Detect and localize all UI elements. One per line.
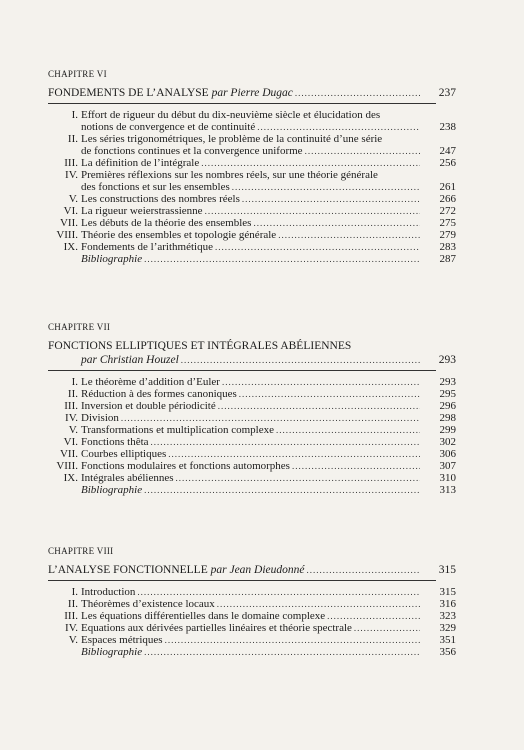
entry-title: Transformations et multiplication complexe (81, 424, 274, 436)
entry-title: Courbes elliptiques (81, 448, 167, 460)
entry-title: Fondements de l’arithmétique (81, 241, 213, 253)
chapter-8 (48, 546, 456, 658)
page-number: 313 (439, 484, 456, 496)
title-rule (48, 370, 436, 371)
dot-leader (151, 436, 420, 448)
dot-leader (137, 586, 420, 598)
dot-leader (205, 205, 420, 217)
dot-leader (232, 181, 420, 193)
entry-title: Le théorème d’addition d’Euler (81, 376, 220, 388)
toc-entry (48, 229, 456, 241)
chapter-label: CHAPITRE VII (48, 322, 111, 332)
page-number: 295 (439, 388, 456, 400)
chapter-author: par Jean Dieudonné (210, 564, 305, 576)
toc-entry (48, 610, 456, 622)
page-number: 296 (439, 400, 456, 412)
toc-entry (48, 412, 456, 424)
toc-entry (48, 622, 456, 634)
toc-entry (48, 109, 422, 121)
section-number: II. (67, 598, 78, 610)
toc-entry (48, 157, 456, 169)
toc-entry (48, 169, 422, 181)
section-number: I. (71, 376, 78, 388)
dot-leader (253, 217, 420, 229)
toc-entry (48, 388, 456, 400)
toc-entry (48, 586, 456, 598)
page-number: 351 (439, 634, 456, 646)
dot-leader (327, 610, 420, 622)
page-number: 272 (439, 205, 456, 217)
section-number: VI. (63, 436, 78, 448)
toc-entry (48, 181, 456, 193)
section-number: III. (64, 400, 78, 412)
dot-leader (295, 86, 420, 100)
chapter-label: CHAPITRE VI (48, 69, 107, 79)
page-number: 256 (439, 157, 456, 169)
entry-title: Les séries trigonométriques, le problème de la continuité d’une série (81, 133, 383, 145)
chapter-title: L’ANALYSE FONCTIONNELLE (48, 564, 208, 576)
entry-title: Réduction à des formes canoniques (81, 388, 237, 400)
page-number: 293 (439, 376, 456, 388)
entry-title: Les constructions des nombres réels (81, 193, 240, 205)
entry-title: Inversion et double périodicité (81, 400, 216, 412)
chapter-title: FONCTIONS ELLIPTIQUES ET INTÉGRALES ABÉLIENNES (48, 340, 352, 352)
section-number: IX. (63, 241, 78, 253)
page-number: 279 (439, 229, 456, 241)
entry-title: Théorèmes d’existence locaux (81, 598, 215, 610)
entry-list (48, 376, 456, 496)
dot-leader (292, 460, 420, 472)
section-number: IV. (65, 169, 78, 181)
entry-title: de fonctions continues et la convergence uniforme (81, 145, 303, 157)
chapter-7 (48, 322, 456, 496)
section-number: III. (64, 610, 78, 622)
bibliography-row (48, 253, 456, 265)
toc-entry (48, 217, 456, 229)
section-number: II. (67, 133, 78, 145)
page-number: 247 (439, 145, 456, 157)
dot-leader (222, 376, 420, 388)
toc-entry (48, 460, 456, 472)
toc-entry (48, 400, 456, 412)
toc-entry (48, 121, 456, 133)
page-number: 329 (439, 622, 456, 634)
dot-leader (144, 646, 420, 658)
page-number: 323 (439, 610, 456, 622)
entry-title: des fonctions et sur les ensembles (81, 181, 230, 193)
section-number: IV. (65, 622, 78, 634)
bibliography-row (48, 484, 456, 496)
entry-title: Division (81, 412, 119, 424)
dot-leader (176, 472, 420, 484)
toc-entry (48, 598, 456, 610)
entry-title: Equations aux dérivées partielles linéaires et théorie spectrale (81, 622, 352, 634)
chapter-title-text (48, 563, 305, 577)
page-number: 307 (439, 460, 456, 472)
section-number: I. (71, 586, 78, 598)
section-number: IX. (63, 472, 78, 484)
entry-title: Intégrales abéliennes (81, 472, 174, 484)
bibliography-row (48, 646, 456, 658)
dot-leader (305, 145, 420, 157)
entry-title: Les débuts de la théorie des ensembles (81, 217, 252, 229)
toc-entry (48, 376, 456, 388)
bibliography-label: Bibliographie (81, 253, 143, 265)
page-number: 356 (439, 646, 456, 658)
title-rule (48, 580, 436, 581)
entry-title: Premières réflexions sur les nombres réels, sur une théorie générale (81, 169, 378, 181)
chapter-title-row (48, 86, 456, 100)
dot-leader (354, 622, 420, 634)
section-number: VI. (63, 205, 78, 217)
page-number: 275 (439, 217, 456, 229)
dot-leader (218, 400, 420, 412)
section-number: VIII. (56, 229, 78, 241)
page-number: 287 (439, 253, 456, 265)
title-rule (48, 103, 436, 104)
entry-title: La rigueur weierstrassienne (81, 205, 203, 217)
page-number: 302 (439, 436, 456, 448)
chapter-label: CHAPITRE VIII (48, 546, 114, 556)
chapter-title-row (48, 563, 456, 577)
page-number: 266 (439, 193, 456, 205)
page-number: 293 (438, 354, 456, 366)
dot-leader (121, 412, 420, 424)
dot-leader (144, 253, 420, 265)
entry-title: Fonctions thêta (81, 436, 149, 448)
toc-entry (48, 634, 456, 646)
chapter-author: par Pierre Dugac (211, 87, 293, 99)
dot-leader (276, 424, 420, 436)
entry-title: notions de convergence et de continuité (81, 121, 256, 133)
page-number: 261 (439, 181, 456, 193)
section-number: V. (68, 634, 78, 646)
toc-entry (48, 448, 456, 460)
section-number: IV. (65, 412, 78, 424)
entry-list (48, 109, 456, 265)
toc-entry (48, 241, 456, 253)
chapter-author: par Christian Houzel (81, 354, 179, 366)
toc-entry (48, 472, 456, 484)
section-number: V. (68, 424, 78, 436)
section-number: I. (71, 109, 78, 121)
dot-leader (242, 193, 420, 205)
dot-leader (181, 353, 420, 367)
bibliography-label: Bibliographie (81, 646, 143, 658)
entry-title: Introduction (81, 586, 136, 598)
page-number: 238 (439, 121, 456, 133)
dot-leader (217, 598, 420, 610)
section-number: VIII. (56, 460, 78, 472)
chapter-author-row (48, 353, 456, 367)
toc-entry (48, 133, 422, 145)
dot-leader (307, 563, 420, 577)
entry-title: La définition de l’intégrale (81, 157, 200, 169)
page-number: 299 (439, 424, 456, 436)
toc-entry (48, 436, 456, 448)
section-number: VII. (59, 217, 78, 229)
dot-leader (168, 448, 420, 460)
page-number: 306 (439, 448, 456, 460)
page-number: 315 (438, 564, 456, 576)
chapter-title-text (48, 86, 293, 100)
page-number: 283 (439, 241, 456, 253)
page-number: 237 (438, 87, 456, 99)
dot-leader (239, 388, 420, 400)
toc-entry (48, 424, 456, 436)
section-number: V. (68, 193, 78, 205)
dot-leader (278, 229, 420, 241)
section-number: II. (67, 388, 78, 400)
chapter-title: FONDEMENTS DE L’ANALYSE (48, 87, 209, 99)
section-number: VII. (59, 448, 78, 460)
entry-title: Fonctions modulaires et fonctions automorphes (81, 460, 290, 472)
page-number: 298 (439, 412, 456, 424)
toc-entry (48, 205, 456, 217)
entry-title: Espaces métriques (81, 634, 163, 646)
dot-leader (257, 121, 420, 133)
section-number: III. (64, 157, 78, 169)
chapter-title-row (48, 339, 422, 353)
toc-entry (48, 193, 456, 205)
entry-title: Les équations différentielles dans le domaine complexe (81, 610, 326, 622)
dot-leader (201, 157, 420, 169)
page-number: 316 (439, 598, 456, 610)
dot-leader (215, 241, 420, 253)
dot-leader (144, 484, 420, 496)
bibliography-label: Bibliographie (81, 484, 143, 496)
dot-leader (165, 634, 420, 646)
toc-entry (48, 145, 456, 157)
entry-list (48, 586, 456, 658)
page-number: 315 (439, 586, 456, 598)
entry-title: Effort de rigueur du début du dix-neuvième siècle et élucidation des (81, 109, 381, 121)
chapter-6 (48, 69, 456, 265)
page-number: 310 (439, 472, 456, 484)
entry-title: Théorie des ensembles et topologie générale (81, 229, 277, 241)
